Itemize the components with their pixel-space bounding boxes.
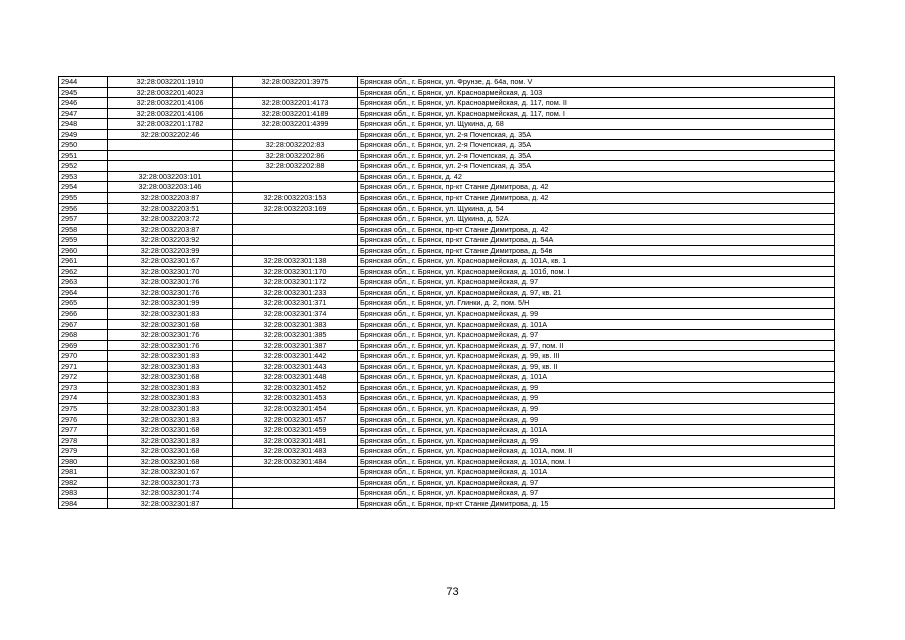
premises-cadastral-number-cell: 32:28:0032301:483 <box>233 446 358 457</box>
premises-cadastral-number-cell: 32:28:0032301:233 <box>233 287 358 298</box>
premises-cadastral-number-cell: 32:28:0032202:83 <box>233 140 358 151</box>
row-number-cell: 2947 <box>59 108 108 119</box>
table-row <box>59 414 835 425</box>
table-row <box>59 309 835 320</box>
row-number-cell: 2967 <box>59 319 108 330</box>
row-number-cell: 2960 <box>59 245 108 256</box>
table-row <box>59 87 835 98</box>
premises-cadastral-number-cell: 32:28:0032301:371 <box>233 298 358 309</box>
row-number-cell: 2956 <box>59 203 108 214</box>
table-row <box>59 277 835 288</box>
table-row <box>59 372 835 383</box>
table-body <box>59 77 835 509</box>
row-number-cell: 2962 <box>59 266 108 277</box>
address-cell: Брянская обл., г. Брянск, ул. Красноармейская, д. 99 <box>358 309 835 320</box>
cadastral-number-cell: 32:28:0032203:87 <box>108 224 233 235</box>
address-cell: Брянская обл., г. Брянск, ул. Красноармейская, д. 101А <box>358 372 835 383</box>
premises-cadastral-number-cell: 32:28:0032301:457 <box>233 414 358 425</box>
premises-cadastral-number-cell: 32:28:0032301:385 <box>233 330 358 341</box>
address-cell: Брянская обл., г. Брянск, ул. Красноармейская, д. 97 <box>358 477 835 488</box>
address-cell: Брянская обл., г. Брянск, ул. Красноармейская, д. 99 <box>358 403 835 414</box>
table-row <box>59 214 835 225</box>
address-cell: Брянская обл., г. Брянск, ул. Красноармейская, д. 99 <box>358 435 835 446</box>
cadastral-number-cell: 32:28:0032301:67 <box>108 256 233 267</box>
row-number-cell: 2979 <box>59 446 108 457</box>
cadastral-number-cell: 32:28:0032201:1910 <box>108 77 233 88</box>
address-cell: Брянская обл., г. Брянск, ул. Красноармейская, д. 103 <box>358 87 835 98</box>
row-number-cell: 2971 <box>59 361 108 372</box>
address-cell: Брянская обл., г. Брянск, ул. Красноармейская, д. 117, пом. II <box>358 98 835 109</box>
premises-cadastral-number-cell: 32:28:0032301:443 <box>233 361 358 372</box>
table-row <box>59 340 835 351</box>
cadastral-number-cell <box>108 150 233 161</box>
table-row <box>59 245 835 256</box>
address-cell: Брянская обл., г. Брянск, ул. Красноармейская, д. 99, кв. II <box>358 361 835 372</box>
address-cell: Брянская обл., г. Брянск, ул. Красноармейская, д. 99 <box>358 382 835 393</box>
row-number-cell: 2948 <box>59 119 108 130</box>
table-row <box>59 98 835 109</box>
address-cell: Брянская обл., г. Брянск, ул. Красноармейская, д. 101б, пом. I <box>358 266 835 277</box>
address-cell: Брянская обл., г. Брянск, ул. Красноармейская, д. 97, пом. II <box>358 340 835 351</box>
premises-cadastral-number-cell: 32:28:0032301:448 <box>233 372 358 383</box>
table-row <box>59 498 835 509</box>
premises-cadastral-number-cell <box>233 498 358 509</box>
row-number-cell: 2974 <box>59 393 108 404</box>
table-row <box>59 161 835 172</box>
table-row <box>59 351 835 362</box>
premises-cadastral-number-cell <box>233 224 358 235</box>
cadastral-number-cell: 32:28:0032301:83 <box>108 435 233 446</box>
table-row <box>59 287 835 298</box>
premises-cadastral-number-cell: 32:28:0032301:484 <box>233 456 358 467</box>
premises-cadastral-number-cell: 32:28:0032301:387 <box>233 340 358 351</box>
address-cell: Брянская обл., г. Брянск, ул. Красноармейская, д. 99 <box>358 414 835 425</box>
premises-cadastral-number-cell <box>233 467 358 478</box>
table-row <box>59 129 835 140</box>
premises-cadastral-number-cell <box>233 171 358 182</box>
table-row <box>59 361 835 372</box>
cadastral-number-cell <box>108 161 233 172</box>
premises-cadastral-number-cell: 32:28:0032301:459 <box>233 425 358 436</box>
cadastral-number-cell: 32:28:0032301:83 <box>108 403 233 414</box>
address-cell: Брянская обл., г. Брянск, ул. Красноармейская, д. 97 <box>358 488 835 499</box>
row-number-cell: 2950 <box>59 140 108 151</box>
premises-cadastral-number-cell: 32:28:0032301:383 <box>233 319 358 330</box>
row-number-cell: 2969 <box>59 340 108 351</box>
cadastral-number-cell: 32:28:0032301:83 <box>108 309 233 320</box>
row-number-cell: 2954 <box>59 182 108 193</box>
cadastral-number-cell: 32:28:0032301:70 <box>108 266 233 277</box>
table-row <box>59 203 835 214</box>
address-cell: Брянская обл., г. Брянск, д. 42 <box>358 171 835 182</box>
address-cell: Брянская обл., г. Брянск, пр-кт Станке Димитрова, д. 54А <box>358 235 835 246</box>
address-cell: Брянская обл., г. Брянск, ул. Красноармейская, д. 117, пом. I <box>358 108 835 119</box>
property-register-table <box>58 76 835 509</box>
premises-cadastral-number-cell: 32:28:0032301:481 <box>233 435 358 446</box>
address-cell: Брянская обл., г. Брянск, пр-кт Станке Димитрова, д. 42 <box>358 224 835 235</box>
premises-cadastral-number-cell: 32:28:0032301:374 <box>233 309 358 320</box>
address-cell: Брянская обл., г. Брянск, ул. Красноармейская, д. 97 <box>358 330 835 341</box>
cadastral-number-cell <box>108 140 233 151</box>
premises-cadastral-number-cell: 32:28:0032301:172 <box>233 277 358 288</box>
row-number-cell: 2963 <box>59 277 108 288</box>
cadastral-number-cell: 32:28:0032202:46 <box>108 129 233 140</box>
address-cell: Брянская обл., г. Брянск, ул. 2-я Почепская, д. 35А <box>358 129 835 140</box>
cadastral-number-cell: 32:28:0032203:72 <box>108 214 233 225</box>
premises-cadastral-number-cell <box>233 488 358 499</box>
cadastral-number-cell: 32:28:0032301:83 <box>108 382 233 393</box>
table-row <box>59 256 835 267</box>
row-number-cell: 2944 <box>59 77 108 88</box>
address-cell: Брянская обл., г. Брянск, ул. 2-я Почепская, д. 35А <box>358 140 835 151</box>
cadastral-number-cell: 32:28:0032201:4106 <box>108 108 233 119</box>
table-row <box>59 425 835 436</box>
address-cell: Брянская обл., г. Брянск, пр-кт Станке Димитрова, д. 15 <box>358 498 835 509</box>
address-cell: Брянская обл., г. Брянск, ул. Красноармейская, д. 101А, кв. 1 <box>358 256 835 267</box>
row-number-cell: 2981 <box>59 467 108 478</box>
table-row <box>59 446 835 457</box>
cadastral-number-cell: 32:28:0032301:76 <box>108 340 233 351</box>
premises-cadastral-number-cell: 32:28:0032301:453 <box>233 393 358 404</box>
row-number-cell: 2972 <box>59 372 108 383</box>
row-number-cell: 2961 <box>59 256 108 267</box>
premises-cadastral-number-cell <box>233 182 358 193</box>
table-row <box>59 140 835 151</box>
row-number-cell: 2975 <box>59 403 108 414</box>
address-cell: Брянская обл., г. Брянск, ул. Красноармейская, д. 99, кв. III <box>358 351 835 362</box>
cadastral-number-cell: 32:28:0032301:76 <box>108 277 233 288</box>
premises-cadastral-number-cell <box>233 235 358 246</box>
premises-cadastral-number-cell: 32:28:0032202:88 <box>233 161 358 172</box>
address-cell: Брянская обл., г. Брянск, ул. Фрунзе, д. 64а, пом. V <box>358 77 835 88</box>
table-row <box>59 382 835 393</box>
cadastral-number-cell: 32:28:0032203:99 <box>108 245 233 256</box>
address-cell: Брянская обл., г. Брянск, ул. 2-я Почепская, д. 35А <box>358 161 835 172</box>
cadastral-number-cell: 32:28:0032301:87 <box>108 498 233 509</box>
cadastral-number-cell: 32:28:0032201:4023 <box>108 87 233 98</box>
cadastral-number-cell: 32:28:0032203:87 <box>108 193 233 204</box>
table-row <box>59 77 835 88</box>
table-row <box>59 298 835 309</box>
row-number-cell: 2964 <box>59 287 108 298</box>
table-row <box>59 393 835 404</box>
row-number-cell: 2946 <box>59 98 108 109</box>
address-cell: Брянская обл., г. Брянск, ул. Красноармейская, д. 101А <box>358 319 835 330</box>
table-row <box>59 224 835 235</box>
premises-cadastral-number-cell: 32:28:0032201:4189 <box>233 108 358 119</box>
cadastral-number-cell: 32:28:0032301:74 <box>108 488 233 499</box>
row-number-cell: 2955 <box>59 193 108 204</box>
row-number-cell: 2965 <box>59 298 108 309</box>
address-cell: Брянская обл., г. Брянск, ул. Глинки, д. 2, пом. 5/Н <box>358 298 835 309</box>
table-row <box>59 235 835 246</box>
cadastral-number-cell: 32:28:0032203:146 <box>108 182 233 193</box>
premises-cadastral-number-cell: 32:28:0032301:452 <box>233 382 358 393</box>
row-number-cell: 2957 <box>59 214 108 225</box>
row-number-cell: 2980 <box>59 456 108 467</box>
table-row <box>59 171 835 182</box>
cadastral-number-cell: 32:28:0032301:76 <box>108 287 233 298</box>
address-cell: Брянская обл., г. Брянск, ул. Красноармейская, д. 97, кв. 21 <box>358 287 835 298</box>
row-number-cell: 2945 <box>59 87 108 98</box>
cadastral-number-cell: 32:28:0032301:76 <box>108 330 233 341</box>
address-cell: Брянская обл., г. Брянск, ул. 2-я Почепская, д. 35А <box>358 150 835 161</box>
cadastral-number-cell: 32:28:0032301:68 <box>108 446 233 457</box>
table-row <box>59 182 835 193</box>
address-cell: Брянская обл., г. Брянск, ул. Красноармейская, д. 99 <box>358 393 835 404</box>
cadastral-number-cell: 32:28:0032301:68 <box>108 372 233 383</box>
row-number-cell: 2951 <box>59 150 108 161</box>
cadastral-number-cell: 32:28:0032301:68 <box>108 319 233 330</box>
table-row <box>59 435 835 446</box>
table-row <box>59 456 835 467</box>
cadastral-number-cell: 32:28:0032301:68 <box>108 425 233 436</box>
page-number: 73 <box>446 586 459 598</box>
cadastral-number-cell: 32:28:0032201:1782 <box>108 119 233 130</box>
address-cell: Брянская обл., г. Брянск, пр-кт Станке Димитрова, д. 54в <box>358 245 835 256</box>
cadastral-number-cell: 32:28:0032201:4106 <box>108 98 233 109</box>
table-row <box>59 467 835 478</box>
premises-cadastral-number-cell <box>233 214 358 225</box>
cadastral-number-cell: 32:28:0032301:83 <box>108 414 233 425</box>
cadastral-number-cell: 32:28:0032301:83 <box>108 351 233 362</box>
premises-cadastral-number-cell: 32:28:0032301:138 <box>233 256 358 267</box>
premises-cadastral-number-cell: 32:28:0032301:170 <box>233 266 358 277</box>
premises-cadastral-number-cell: 32:28:0032202:86 <box>233 150 358 161</box>
premises-cadastral-number-cell <box>233 477 358 488</box>
row-number-cell: 2949 <box>59 129 108 140</box>
premises-cadastral-number-cell <box>233 87 358 98</box>
cadastral-number-cell: 32:28:0032301:67 <box>108 467 233 478</box>
table-row <box>59 330 835 341</box>
cadastral-number-cell: 32:28:0032301:83 <box>108 361 233 372</box>
premises-cadastral-number-cell: 32:28:0032203:153 <box>233 193 358 204</box>
address-cell: Брянская обл., г. Брянск, ул. Красноармейская, д. 97 <box>358 277 835 288</box>
table-row <box>59 403 835 414</box>
row-number-cell: 2977 <box>59 425 108 436</box>
cadastral-number-cell: 32:28:0032301:83 <box>108 393 233 404</box>
table-row <box>59 266 835 277</box>
premises-cadastral-number-cell: 32:28:0032203:169 <box>233 203 358 214</box>
premises-cadastral-number-cell: 32:28:0032301:454 <box>233 403 358 414</box>
table-row <box>59 108 835 119</box>
cadastral-number-cell: 32:28:0032301:68 <box>108 456 233 467</box>
row-number-cell: 2966 <box>59 309 108 320</box>
premises-cadastral-number-cell <box>233 245 358 256</box>
premises-cadastral-number-cell: 32:28:0032201:4399 <box>233 119 358 130</box>
cadastral-number-cell: 32:28:0032301:73 <box>108 477 233 488</box>
row-number-cell: 2976 <box>59 414 108 425</box>
premises-cadastral-number-cell: 32:28:0032201:3975 <box>233 77 358 88</box>
row-number-cell: 2953 <box>59 171 108 182</box>
table-row <box>59 119 835 130</box>
row-number-cell: 2984 <box>59 498 108 509</box>
cadastral-number-cell: 32:28:0032203:51 <box>108 203 233 214</box>
address-cell: Брянская обл., г. Брянск, ул. Красноармейская, д. 101А, пом. II <box>358 446 835 457</box>
row-number-cell: 2970 <box>59 351 108 362</box>
premises-cadastral-number-cell: 32:28:0032201:4173 <box>233 98 358 109</box>
address-cell: Брянская обл., г. Брянск, пр-кт Станке Димитрова, д. 42 <box>358 182 835 193</box>
row-number-cell: 2958 <box>59 224 108 235</box>
table-row <box>59 319 835 330</box>
address-cell: Брянская обл., г. Брянск, ул. Красноармейская, д. 101А <box>358 425 835 436</box>
row-number-cell: 2973 <box>59 382 108 393</box>
cadastral-number-cell: 32:28:0032203:92 <box>108 235 233 246</box>
cadastral-number-cell: 32:28:0032203:101 <box>108 171 233 182</box>
premises-cadastral-number-cell: 32:28:0032301:442 <box>233 351 358 362</box>
address-cell: Брянская обл., г. Брянск, ул. Щукина, д. 68 <box>358 119 835 130</box>
row-number-cell: 2968 <box>59 330 108 341</box>
table-row <box>59 488 835 499</box>
row-number-cell: 2978 <box>59 435 108 446</box>
table-row <box>59 150 835 161</box>
row-number-cell: 2983 <box>59 488 108 499</box>
row-number-cell: 2952 <box>59 161 108 172</box>
table-row <box>59 477 835 488</box>
address-cell: Брянская обл., г. Брянск, ул. Щукина, д. 52А <box>358 214 835 225</box>
row-number-cell: 2982 <box>59 477 108 488</box>
premises-cadastral-number-cell <box>233 129 358 140</box>
address-cell: Брянская обл., г. Брянск, пр-кт Станке Димитрова, д. 42 <box>358 193 835 204</box>
table-row <box>59 193 835 204</box>
cadastral-number-cell: 32:28:0032301:99 <box>108 298 233 309</box>
address-cell: Брянская обл., г. Брянск, ул. Красноармейская, д. 101А <box>358 467 835 478</box>
address-cell: Брянская обл., г. Брянск, ул. Красноармейская, д. 101А, пом. I <box>358 456 835 467</box>
row-number-cell: 2959 <box>59 235 108 246</box>
address-cell: Брянская обл., г. Брянск, ул. Щукина, д. 54 <box>358 203 835 214</box>
